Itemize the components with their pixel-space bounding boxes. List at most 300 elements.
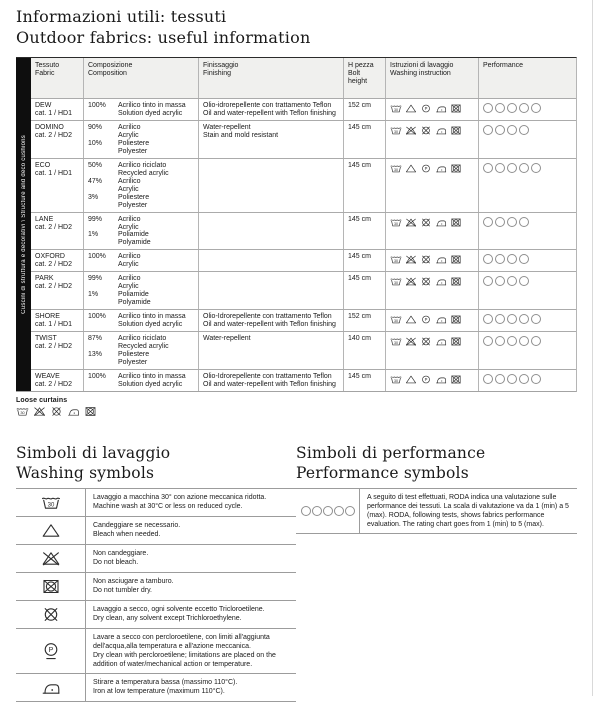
- composition-percent: 90%: [88, 123, 103, 131]
- performance-text-it: A seguito di test effettuati, RODA indica una valutazione sulle performance dei tessuti. La scala di valutazione va da 1 (min) a 5 (max).: [367, 494, 569, 519]
- performance-circle: [519, 374, 529, 384]
- washing-legend-icon-cell: [16, 545, 86, 572]
- material-name-it: Acrilico tinto in massa: [118, 101, 186, 109]
- washing-text-en: Dry clean with percloroetilene; limitations are placed on the addition of water/mechanical action or temperature.: [93, 651, 276, 668]
- svg-text:30: 30: [394, 129, 398, 134]
- header-bolt-en: Bolt height: [348, 69, 368, 85]
- no-bleach-icon: [41, 550, 61, 567]
- composition-material: [118, 216, 194, 232]
- performance-title-en: Performance symbols: [296, 464, 469, 483]
- material-name-it: Poliestere: [118, 193, 150, 201]
- composition-percent: 99%: [88, 215, 103, 223]
- performance-circle: [483, 103, 493, 113]
- washing-instruction-cell: [385, 121, 478, 158]
- composition-percent: 87%: [88, 335, 103, 343]
- composition-cell: [83, 332, 198, 369]
- wash-30-icon: [390, 336, 402, 347]
- performance-cell: [478, 272, 576, 309]
- bleach-allowed-icon: [405, 103, 417, 114]
- bleach-allowed-icon: [405, 314, 417, 325]
- header-fabric-en: Fabric: [35, 69, 55, 77]
- washing-instruction-cell: [385, 272, 478, 309]
- performance-legend-row: [296, 489, 577, 534]
- sidebar-label: Cuscini di struttura e decorativi \ Structure and deco cushions: [20, 135, 27, 314]
- fabric-row: [31, 98, 576, 120]
- washing-text-en: Dry clean, any solvent except Trichloroethylene.: [93, 615, 242, 623]
- composition-cell: [83, 250, 198, 271]
- finishing-cell: [198, 332, 343, 369]
- bleach-allowed-icon: [405, 163, 417, 174]
- iron-low-icon: [435, 217, 447, 228]
- washing-section-title: [16, 443, 296, 483]
- wash-30-icon: [16, 406, 29, 417]
- washing-text-en: Iron at low temperature (maximum 110°C).: [93, 688, 225, 696]
- fabric-name: PARK: [35, 275, 54, 283]
- bolt-height-cell: 145 cm: [343, 159, 385, 212]
- performance-circle: [312, 506, 322, 516]
- svg-text:30: 30: [394, 221, 398, 226]
- wash-30-icon: [390, 276, 402, 287]
- composition-percent: 10%: [88, 139, 103, 147]
- header-composition: [83, 58, 198, 98]
- iron-low-icon: [435, 336, 447, 347]
- no-tumble-dry-icon: [450, 276, 462, 287]
- performance-section-title: [296, 443, 577, 483]
- composition-percent: 1%: [88, 231, 99, 239]
- finishing-cell: [198, 310, 343, 331]
- washing-text-it: Candeggiare se necessario.: [93, 522, 181, 530]
- composition-material: [118, 124, 194, 140]
- composition-entry: [88, 351, 194, 367]
- performance-circle: [507, 217, 517, 227]
- composition-percent: 47%: [88, 177, 103, 185]
- washing-legend-icon-cell: [16, 674, 86, 701]
- wash-30-icon: [41, 494, 61, 511]
- performance-circle: [495, 336, 505, 346]
- performance-circle: [301, 506, 311, 516]
- dry-clean-p-limits-icon: [41, 642, 61, 661]
- washing-instruction-cell: [385, 250, 478, 271]
- composition-material: [118, 373, 194, 389]
- finishing-line: Stain and mold resistant: [203, 131, 279, 139]
- material-name-en: Polyester: [118, 201, 148, 209]
- performance-cell: [478, 159, 576, 212]
- performance-circle: [531, 374, 541, 384]
- header-performance-label: Performance: [483, 62, 524, 69]
- no-tumble-dry-icon: [84, 406, 97, 417]
- bolt-height-cell: 145 cm: [343, 272, 385, 309]
- washing-instruction-cell: [385, 370, 478, 391]
- table-header: [31, 58, 576, 98]
- composition-material: [118, 194, 194, 210]
- fabric-row: [31, 212, 576, 250]
- washing-text-it: Lavaggio a secco, ogni solvente eccetto Tricloroetilene.: [93, 606, 265, 614]
- washing-symbols-legend: [16, 488, 296, 702]
- performance-circle: [483, 163, 493, 173]
- composition-material: [118, 275, 194, 291]
- svg-text:30: 30: [394, 318, 398, 323]
- no-tumble-dry-icon: [450, 374, 462, 385]
- fabric-cell: [31, 370, 83, 391]
- washing-legend-text: [86, 573, 296, 600]
- page-title-it: Informazioni utili: tessuti: [16, 7, 227, 26]
- material-name-it: Poliestere: [118, 139, 150, 147]
- performance-circle: [483, 336, 493, 346]
- material-name-it: Acrilico: [118, 215, 141, 223]
- dry-clean-p-icon: [420, 314, 432, 325]
- composition-material: [118, 313, 194, 329]
- performance-circle: [507, 254, 517, 264]
- washing-instruction-cell: [385, 310, 478, 331]
- material-name-it: Acrilico: [118, 253, 141, 261]
- fabric-name: OXFORD: [35, 253, 65, 261]
- fabric-name: DOMINO: [35, 123, 64, 131]
- fabric-cell: [31, 272, 83, 309]
- iron-low-icon: [67, 406, 80, 417]
- washing-text-en: Do not bleach.: [93, 559, 139, 567]
- performance-circle: [334, 506, 344, 516]
- bolt-height-cell: 152 cm: [343, 99, 385, 120]
- material-name-en: Acrylic: [118, 131, 139, 139]
- composition-percent: 100%: [88, 101, 106, 109]
- finishing-cell: [198, 213, 343, 250]
- fabric-category: cat. 1 / HD1: [35, 109, 72, 117]
- performance-cell: [478, 310, 576, 331]
- iron-low-icon: [435, 276, 447, 287]
- wash-30-icon: [390, 217, 402, 228]
- washing-legend-icon-cell: [16, 573, 86, 600]
- material-name-en: Solution dyed acrylic: [118, 109, 183, 117]
- no-bleach-icon: [405, 276, 417, 287]
- fabric-category: cat. 2 / HD2: [35, 261, 72, 269]
- svg-text:30: 30: [47, 502, 54, 509]
- material-name-en: Recycled acrylic: [118, 343, 169, 351]
- svg-text:30: 30: [394, 107, 398, 112]
- composition-material: [118, 351, 194, 367]
- dry-clean-any-icon: [50, 406, 63, 417]
- material-name-it: Acrilico: [118, 275, 141, 283]
- washing-legend-row: [16, 545, 296, 573]
- performance-circle: [507, 103, 517, 113]
- washing-text-en: Bleach when needed.: [93, 531, 161, 539]
- composition-entry: [88, 102, 194, 118]
- svg-text:30: 30: [394, 378, 398, 383]
- dry-clean-p-icon: [420, 163, 432, 174]
- composition-entry: [88, 373, 194, 389]
- finishing-line: Oil and water-repellent with Teflon finishing: [203, 321, 336, 329]
- fabric-category: cat. 2 / HD2: [35, 283, 72, 291]
- bolt-height-cell: 145 cm: [343, 213, 385, 250]
- washing-text-en: Do not tumbler dry.: [93, 587, 153, 595]
- no-tumble-dry-icon: [450, 336, 462, 347]
- header-finishing-it: Finissaggio: [203, 62, 239, 69]
- loose-curtains-icons: [16, 406, 577, 417]
- composition-material: [118, 102, 194, 118]
- header-fabric-it: Tessuto: [35, 62, 60, 69]
- performance-legend-text: [360, 489, 577, 533]
- composition-material: [118, 140, 194, 156]
- fabric-category: cat. 2 / HD2: [35, 343, 72, 351]
- header-finishing: [198, 58, 343, 98]
- composition-percent: 1%: [88, 291, 99, 299]
- performance-text-en: RODA, following tests, shows fabrics performance evaluation. The rating chart goes from 1 (min) to 5 (max).: [367, 511, 545, 528]
- performance-title-it: Simboli di performance: [296, 444, 486, 462]
- washing-legend-text: [86, 674, 296, 701]
- composition-cell: [83, 272, 198, 309]
- fabric-row: [31, 120, 576, 158]
- fabrics-table-wrapper: [16, 57, 577, 417]
- performance-cell: [478, 370, 576, 391]
- washing-legend-row: [16, 674, 296, 702]
- washing-text-it: Lavaggio a macchina 30° con azione meccanica ridotta.: [93, 494, 267, 502]
- performance-circle: [495, 276, 505, 286]
- performance-circle: [519, 276, 529, 286]
- no-tumble-dry-icon: [450, 217, 462, 228]
- composition-entry: [88, 162, 194, 178]
- washing-legend-row: [16, 517, 296, 545]
- fabric-name: DEW: [35, 101, 52, 109]
- header-washing: [385, 58, 478, 98]
- performance-circle: [531, 314, 541, 324]
- performance-cell: [478, 332, 576, 369]
- performance-circle: [495, 103, 505, 113]
- finishing-line: Water-repellent: [203, 335, 251, 343]
- bolt-height-cell: 145 cm: [343, 250, 385, 271]
- table-body: [31, 58, 576, 391]
- material-name-en: Acrylic: [118, 223, 139, 231]
- performance-circle: [495, 374, 505, 384]
- no-tumble-dry-icon: [41, 578, 61, 595]
- composition-cell: [83, 310, 198, 331]
- material-name-en: Acrylic: [118, 283, 139, 291]
- fabric-row: [31, 369, 576, 391]
- fabric-name: WEAVE: [35, 373, 60, 381]
- fabrics-table: [16, 57, 577, 392]
- header-performance: [478, 58, 576, 98]
- iron-low-icon: [435, 103, 447, 114]
- no-tumble-dry-icon: [450, 314, 462, 325]
- performance-circle: [507, 374, 517, 384]
- washing-legend-icon-cell: [16, 517, 86, 544]
- washing-legend-row: [16, 489, 296, 517]
- material-name-en: Polyester: [118, 147, 148, 155]
- material-name-it: Acrilico: [118, 177, 141, 185]
- svg-text:30: 30: [20, 409, 25, 415]
- material-name-it: Poliestere: [118, 351, 150, 359]
- dry-clean-any-icon: [420, 254, 432, 265]
- dry-clean-any-icon: [41, 606, 61, 623]
- material-name-en: Polyester: [118, 359, 148, 367]
- wash-30-icon: [390, 374, 402, 385]
- performance-circle: [519, 103, 529, 113]
- composition-entry: [88, 313, 194, 329]
- composition-entry: [88, 194, 194, 210]
- material-name-it: Acrilico riciclato: [118, 161, 167, 169]
- svg-text:P: P: [48, 646, 53, 654]
- no-tumble-dry-icon: [450, 125, 462, 136]
- performance-circle: [495, 163, 505, 173]
- finishing-line: Olio-idrorepellente con trattamento Teflon: [203, 101, 332, 109]
- header-bolt-height: [343, 58, 385, 98]
- wash-30-icon: [390, 103, 402, 114]
- fabric-row: [31, 331, 576, 369]
- washing-symbols-section: [16, 443, 296, 702]
- composition-entry: [88, 178, 194, 194]
- washing-title-en: Washing symbols: [16, 464, 155, 483]
- composition-entry: [88, 275, 194, 291]
- page-title: [16, 7, 310, 49]
- finishing-line: Oil and water-repellent with Teflon finishing: [203, 381, 336, 388]
- material-name-it: Acrilico riciclato: [118, 335, 167, 343]
- performance-circle: [483, 254, 493, 264]
- no-tumble-dry-icon: [450, 163, 462, 174]
- header-composition-en: Composition: [88, 69, 127, 77]
- composition-percent: 99%: [88, 275, 103, 283]
- material-name-en: Solution dyed acrylic: [118, 381, 183, 388]
- finishing-line: Olio-Idrorepellente con trattamento Teflon: [203, 373, 332, 381]
- performance-symbols-section: [296, 443, 577, 534]
- performance-circle: [519, 163, 529, 173]
- finishing-cell: [198, 370, 343, 391]
- no-bleach-icon: [405, 254, 417, 265]
- loose-curtains-note: [16, 397, 577, 417]
- material-name-it: Acrilico: [118, 123, 141, 131]
- performance-legend: [296, 488, 577, 534]
- composition-entry: [88, 231, 194, 247]
- svg-text:P: P: [424, 105, 428, 111]
- performance-circle: [507, 314, 517, 324]
- performance-circle: [519, 254, 529, 264]
- composition-entry: [88, 216, 194, 232]
- composition-material: [118, 231, 194, 247]
- performance-circle: [323, 506, 333, 516]
- fabric-cell: [31, 213, 83, 250]
- composition-entry: [88, 140, 194, 156]
- washing-legend-row: [16, 573, 296, 601]
- material-name-en: Polyamide: [118, 299, 151, 307]
- finishing-cell: [198, 272, 343, 309]
- dry-clean-p-icon: [420, 374, 432, 385]
- washing-text-it: Lavare a secco con percloroetilene, con limiti all'aggiunta dell'acqua,alla temperatura e all'azione meccanica.: [93, 634, 270, 651]
- finishing-cell: [198, 159, 343, 212]
- composition-material: [118, 253, 194, 269]
- no-tumble-dry-icon: [450, 103, 462, 114]
- dry-clean-p-icon: [420, 103, 432, 114]
- performance-circle: [495, 314, 505, 324]
- iron-low-icon: [41, 679, 61, 696]
- composition-entry: [88, 335, 194, 351]
- performance-circle: [495, 254, 505, 264]
- washing-instruction-cell: [385, 99, 478, 120]
- wash-30-icon: [390, 314, 402, 325]
- finishing-cell: [198, 99, 343, 120]
- no-bleach-icon: [33, 406, 46, 417]
- performance-circle: [495, 217, 505, 227]
- svg-text:30: 30: [394, 281, 398, 286]
- wash-30-icon: [390, 254, 402, 265]
- svg-text:P: P: [424, 377, 428, 383]
- iron-low-icon: [435, 314, 447, 325]
- composition-material: [118, 162, 194, 178]
- fabric-category: cat. 1 / HD1: [35, 169, 72, 177]
- composition-percent: 100%: [88, 373, 106, 381]
- performance-circle: [519, 336, 529, 346]
- loose-curtains-label: Loose curtains: [16, 396, 68, 404]
- performance-circle: [519, 314, 529, 324]
- fabric-cell: [31, 310, 83, 331]
- dry-clean-any-icon: [420, 276, 432, 287]
- washing-legend-row: [16, 601, 296, 629]
- no-tumble-dry-icon: [450, 254, 462, 265]
- material-name-en: Polyamide: [118, 239, 151, 247]
- performance-cell: [478, 121, 576, 158]
- performance-circle: [483, 276, 493, 286]
- material-name-it: Acrilico tinto in massa: [118, 313, 186, 321]
- wash-30-icon: [390, 163, 402, 174]
- header-fabric: [31, 58, 83, 98]
- composition-percent: 3%: [88, 193, 99, 201]
- composition-material: [118, 178, 194, 194]
- composition-material: [118, 291, 194, 307]
- page-title-en: Outdoor fabrics: useful information: [16, 27, 311, 47]
- fabric-name: ECO: [35, 161, 51, 169]
- svg-text:30: 30: [394, 167, 398, 172]
- composition-cell: [83, 121, 198, 158]
- performance-circle: [345, 506, 355, 516]
- composition-percent: 50%: [88, 161, 103, 169]
- finishing-cell: [198, 121, 343, 158]
- fabric-row: [31, 271, 576, 309]
- rating-circles-icon: [296, 489, 360, 533]
- fabric-category: cat. 1 / HD1: [35, 321, 72, 329]
- material-name-it: Poliamide: [118, 231, 149, 239]
- washing-text-it: Non candeggiare.: [93, 550, 149, 558]
- washing-legend-icon-cell: [16, 629, 86, 673]
- composition-percent: 13%: [88, 351, 103, 359]
- performance-circle: [519, 217, 529, 227]
- wash-30-icon: [390, 125, 402, 136]
- no-bleach-icon: [405, 125, 417, 136]
- performance-circle: [519, 125, 529, 135]
- composition-cell: [83, 370, 198, 391]
- material-name-it: Poliamide: [118, 291, 149, 299]
- composition-percent: 100%: [88, 253, 106, 261]
- performance-circle: [531, 163, 541, 173]
- composition-material: [118, 335, 194, 351]
- bolt-height-cell: 152 cm: [343, 310, 385, 331]
- iron-low-icon: [435, 125, 447, 136]
- washing-text-it: Stirare a temperatura bassa (massimo 110°C).: [93, 679, 238, 687]
- finishing-cell: [198, 250, 343, 271]
- fabric-category: cat. 2 / HD2: [35, 223, 72, 231]
- svg-text:P: P: [424, 317, 428, 323]
- header-finishing-en: Finishing: [203, 69, 232, 77]
- finishing-line: Oil and water-repellent with Teflon finishing: [203, 109, 336, 117]
- fabric-cell: [31, 99, 83, 120]
- header-washing-en: Washing instruction: [390, 69, 451, 77]
- washing-legend-text: [86, 489, 296, 516]
- composition-cell: [83, 159, 198, 212]
- washing-text-it: Non asciugare a tamburo.: [93, 578, 174, 586]
- fabric-cell: [31, 332, 83, 369]
- no-bleach-icon: [405, 336, 417, 347]
- material-name-en: Solution dyed acrylic: [118, 321, 183, 329]
- material-name-en: Acrylic: [118, 185, 139, 193]
- dry-clean-any-icon: [420, 217, 432, 228]
- washing-title-it: Simboli di lavaggio: [16, 444, 171, 462]
- performance-circle: [531, 336, 541, 346]
- bolt-height-cell: 140 cm: [343, 332, 385, 369]
